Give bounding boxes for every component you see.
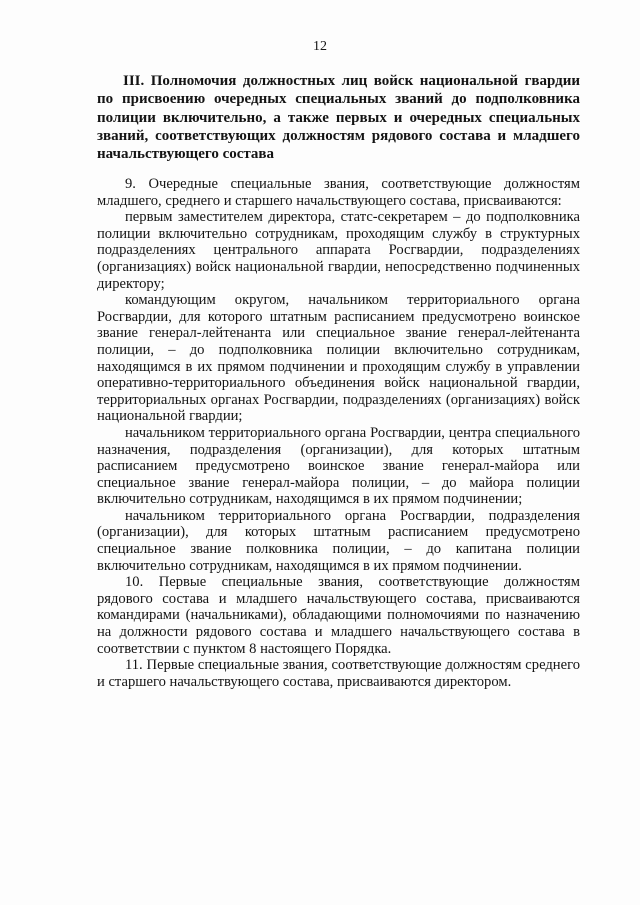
paragraph-territorial-head-colonel: начальником территориального органа Росгвардии, подразделения (организации), для которых штатным расписанием предусмотрено специальное звание полковника полиции, – до капитана полиции включительно сотрудникам, находящимся в их прямом подчинении. xyxy=(97,507,580,574)
document-body xyxy=(97,176,580,690)
paragraph-10: 10. Первые специальные звания, соответствующие должностям рядового состава и младшего начальствующего состава, присваиваются командирами (начальниками), обладающими полномочиями по назначению на должности рядового состава и младшего начальствующего состава в соответствии с пунктом 8 настоящего Порядка. xyxy=(97,574,580,657)
page-number: 12 xyxy=(313,39,327,54)
paragraph-district-commander: командующим округом, начальником территориального органа Росгвардии, для которого штатным расписанием предусмотрено воинское звание генерал-лейтенанта или специальное звание генерал-лейтенанта полиции, – до подполковника полиции включительно сотрудникам, находящимся в их прямом подчинении и проходящим службу в управлении оперативно-территориального объединения войск национальной гвардии, территориальных органах Росгвардии, подразделениях (организациях) войск национальной гвардии; xyxy=(97,292,580,425)
section-heading: III. Полномочия должностных лиц войск национальной гвардии по присвоению очередных специальных званий до подполковника полиции включительно, а также первых и очередных специальных званий, соответствующих должностям рядового состава и младшего начальствующего состава xyxy=(97,73,580,163)
paragraph-territorial-head-major-general: начальником территориального органа Росгвардии, центра специального назначения, подразделения (организации), для которых штатным расписанием предусмотрено воинское звание генерал-майора или специальное звание генерал-майора полиции, – до майора полиции включительно сотрудникам, находящимся в их прямом подчинении; xyxy=(97,424,580,508)
paragraph-first-deputy: первым заместителем директора, статс-секретарем – до подполковника полиции включительно сотрудникам, проходящим службу в структурных подразделениях центрального аппарата Росгвардии, подразделениях (организациях) войск национальной гвардии, непосредственно подчиненных директору; xyxy=(97,209,580,292)
paragraph-9-intro: 9. Очередные специальные звания, соответствующие должностям младшего, среднего и старшего начальствующего состава, присваиваются: xyxy=(97,176,580,209)
paragraph-11: 11. Первые специальные звания, соответствующие должностям среднего и старшего начальствующего состава, присваиваются директором. xyxy=(97,657,580,690)
